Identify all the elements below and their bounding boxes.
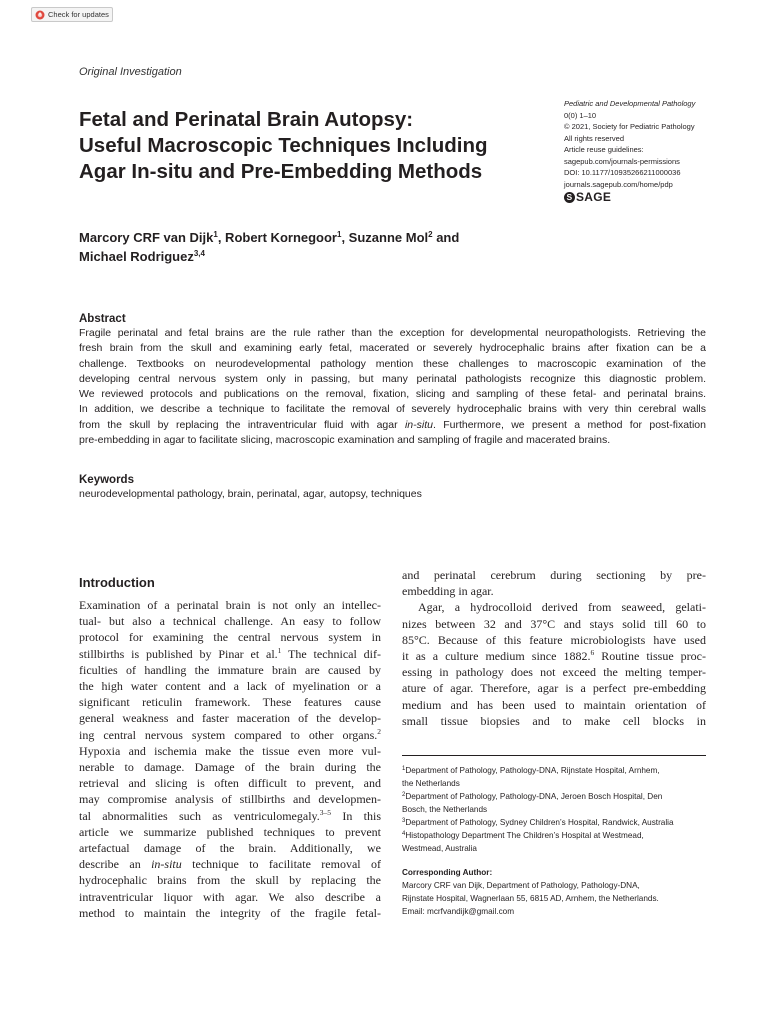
- body-line: nerable to damage. Damage of the brain during the: [79, 760, 381, 775]
- body-line: medium and has been used to maintain orientation of: [402, 697, 706, 712]
- keywords-heading: Keywords: [79, 474, 134, 486]
- body-line: general weakness and faster maceration of the develop-: [79, 711, 381, 726]
- affiliation-item: [402, 829, 708, 855]
- journal-name: Pediatric and Developmental Pathology: [564, 99, 696, 108]
- body-line: may compromise analysis of stillbirths and developmen-: [79, 792, 381, 807]
- abstract-line: Fragile perinatal and fetal brains are the rule rather than the exception for developmental neuropathologists. Retrieving the: [79, 327, 706, 339]
- body-line: [79, 727, 381, 743]
- body-fragment: technique to facilitate removal of: [181, 857, 381, 872]
- check-for-updates-button[interactable]: [31, 7, 113, 22]
- affiliation-item: [402, 764, 708, 790]
- body-line: nizes between 32 and 37°C and stays solid till 60 to: [402, 616, 706, 631]
- sage-logo: [564, 192, 695, 204]
- body-line: embedding in agar.: [402, 584, 494, 599]
- article-title: [79, 107, 549, 185]
- citation-ref[interactable]: 2: [377, 726, 381, 736]
- body-line: Examination of a perinatal brain is not only an intellec-: [79, 598, 381, 612]
- body-line: [79, 808, 381, 824]
- corresponding-line: Marcory CRF van Dijk, Department of Pathology, Pathology-DNA,: [402, 881, 640, 890]
- abstract-fragment: from the skull by replacing the intraventricular fluid with agar: [79, 418, 405, 431]
- body-line: Agar, a hydrocolloid derived from seaweed, gelati-: [418, 600, 706, 615]
- body-italic: in-situ: [151, 857, 182, 872]
- article-type-label: Original Investigation: [79, 66, 182, 78]
- abstract-line: fresh brain from the skull and examining early fetal, macerated or severely hydrocephalic brains after fixation can be a: [79, 342, 706, 355]
- body-line: the high water content and a lack of myelination or a: [79, 679, 381, 694]
- citation-ref[interactable]: 1: [277, 645, 282, 655]
- author-name: Marcory CRF van Dijk: [79, 230, 214, 245]
- author-name: , Robert Kornegoor: [217, 230, 337, 245]
- journal-volume: 0(0) 1–10: [564, 110, 597, 120]
- reuse-label: Article reuse guidelines:: [564, 145, 644, 154]
- body-fragment: ing central nervous system compared to other organs.: [79, 727, 378, 742]
- body-column-left: [79, 575, 381, 921]
- body-line: and perinatal cerebrum during sectioning by pre-: [402, 568, 706, 582]
- corresponding-line: Rijnstate Hospital, Wagnerlaan 55, 6815 AD, Arnhem, the Netherlands.: [402, 894, 659, 903]
- reuse-link[interactable]: sagepub.com/journals-permissions: [564, 156, 680, 166]
- affiliation-text: Westmead, Australia: [402, 844, 477, 853]
- abstract-line: challenge. Textbooks on neurodevelopmental pathology mention these challenges to macroscopic examination of the: [79, 357, 706, 370]
- author-name: , Suzanne Mol: [341, 230, 429, 245]
- body-line: tual- but also a technical challenge. An easy to follow: [79, 614, 381, 629]
- affiliation-sup: 1: [402, 766, 406, 772]
- body-fragment: stillbirths is published by Pinar et al.: [79, 646, 278, 661]
- affiliation-text: Histopathology Department The Children’s Hospital at Westmead,: [405, 831, 644, 840]
- copyright: © 2021, Society for Pediatric Pathology: [564, 122, 695, 131]
- affiliation-text: Department of Pathology, Pathology-DNA, Rijnstate Hospital, Arnhem,: [405, 766, 660, 775]
- author-name: Michael Rodriguez: [79, 249, 194, 264]
- abstract-line: [79, 418, 706, 433]
- body-line: article we summarize published techniques to prevent: [79, 824, 381, 839]
- body-column-right: [402, 567, 706, 729]
- corresponding-heading: Corresponding Author:: [402, 868, 493, 877]
- body-line: method to maintain the integrity of the fragile fetal-: [79, 905, 381, 920]
- title-line: Useful Macroscopic Techniques Including: [79, 134, 488, 157]
- affiliation-item: [402, 790, 708, 816]
- sage-logo-text: SAGE: [576, 190, 612, 204]
- check-for-updates-label: Check for updates: [48, 10, 109, 19]
- doi-link[interactable]: DOI: 10.1177/10935266211000036: [564, 168, 681, 177]
- body-line: significant reticulin framework. These features cause: [79, 695, 381, 710]
- abstract-fragment: . Furthermore, we present a method for post-fixation: [432, 418, 706, 431]
- sage-s-icon: S: [564, 192, 575, 203]
- abstract-line: In addition, we describe a technique to facilitate the removal of severely hydrocephalic brains with very thin cerebral walls: [79, 403, 706, 416]
- author-list: [79, 228, 579, 266]
- body-line: intraventricular liquor with agar. We also describe a: [79, 889, 381, 904]
- affiliation-text: Department of Pathology, Sydney Children’s Hospital, Randwick, Australia: [405, 818, 674, 827]
- abstract-line: pre-embedding in agar to facilitate slicing, macroscopic examination and sampling of fragile and macerated brains.: [79, 434, 611, 447]
- body-line: retrieval and slicing is often difficult to prevent, and: [79, 776, 381, 791]
- author-affil-sup: 1: [337, 230, 342, 239]
- abstract-line: We reviewed protocols and publications on the removal, fixation, slicing and sampling of these fetal- and perinatal brains.: [79, 388, 706, 401]
- update-badge-icon: [35, 10, 45, 20]
- affiliations-footnote: [402, 764, 708, 855]
- rights: All rights reserved: [564, 133, 625, 143]
- affiliation-sup: 4: [402, 831, 406, 837]
- affiliation-text: the Netherlands: [402, 779, 460, 788]
- affiliation-text: Bosch, the Netherlands: [402, 805, 488, 814]
- journal-info: [564, 98, 695, 204]
- author-affil-sup: 2: [428, 230, 433, 239]
- citation-ref[interactable]: 3–5: [319, 807, 332, 817]
- abstract-text: [79, 326, 706, 448]
- affiliation-sup: 2: [402, 792, 406, 798]
- body-line: [79, 646, 381, 662]
- body-fragment: In this: [331, 808, 381, 823]
- body-line: ficulties of handling the immature brain are caused by: [79, 662, 381, 677]
- corresponding-email[interactable]: Email: mcrfvandijk@gmail.com: [402, 907, 515, 916]
- body-line: hydrocephalic brains from the skull by replacing the: [79, 873, 381, 888]
- body-fragment: describe an: [79, 857, 152, 872]
- introduction-heading: Introduction: [79, 575, 155, 590]
- author-affil-sup: 3,4: [193, 249, 205, 258]
- body-line: [402, 648, 706, 664]
- affiliation-text: Department of Pathology, Pathology-DNA, Jeroen Bosch Hospital, Den: [405, 792, 663, 801]
- abstract-heading: Abstract: [79, 313, 126, 325]
- body-fragment: tal abnormalities such as ventriculomegaly.: [79, 808, 320, 823]
- abstract-section: [79, 313, 706, 448]
- body-line: small tissue biopsies and to make cell blocks in: [402, 713, 706, 728]
- body-line: protocol for examining the central nervous system in: [79, 630, 381, 645]
- footnote-divider: [402, 755, 706, 756]
- body-fragment: The technical dif-: [281, 646, 381, 661]
- body-fragment: it as a culture medium since 1882.: [402, 649, 591, 664]
- title-line: Fetal and Perinatal Brain Autopsy:: [79, 108, 414, 131]
- journal-home-link[interactable]: journals.sagepub.com/home/pdp: [564, 179, 673, 189]
- citation-ref[interactable]: 6: [590, 648, 595, 658]
- author-affil-sup: 1: [213, 230, 218, 239]
- body-line: essing in pathology does not exceed the melting temper-: [402, 665, 706, 680]
- affiliation-item: [402, 816, 708, 829]
- title-line: Agar In-situ and Pre-Embedding Methods: [79, 160, 483, 183]
- body-line: artefactual damage of the brain. Additionally, we: [79, 841, 381, 856]
- body-fragment: Routine tissue proc-: [594, 649, 706, 664]
- body-line: ature of agar. Therefore, agar is a perfect pre-embedding: [402, 681, 706, 696]
- corresponding-author: [402, 866, 708, 918]
- affiliation-sup: 3: [402, 818, 406, 824]
- body-line: 85°C. Because of this feature microbiologists have used: [402, 632, 706, 647]
- author-and: and: [432, 230, 460, 245]
- abstract-italic: in-situ: [404, 418, 433, 431]
- body-line: [79, 856, 381, 872]
- keywords-section: [79, 474, 706, 502]
- keywords-list: neurodevelopmental pathology, brain, perinatal, agar, autopsy, techniques: [79, 488, 422, 500]
- body-line: Hypoxia and ischemia make the tissue even more vul-: [79, 743, 381, 758]
- abstract-line: developing central nervous system only in passing, but many perinatal pathologists recognize this diagnostic problem.: [79, 372, 706, 385]
